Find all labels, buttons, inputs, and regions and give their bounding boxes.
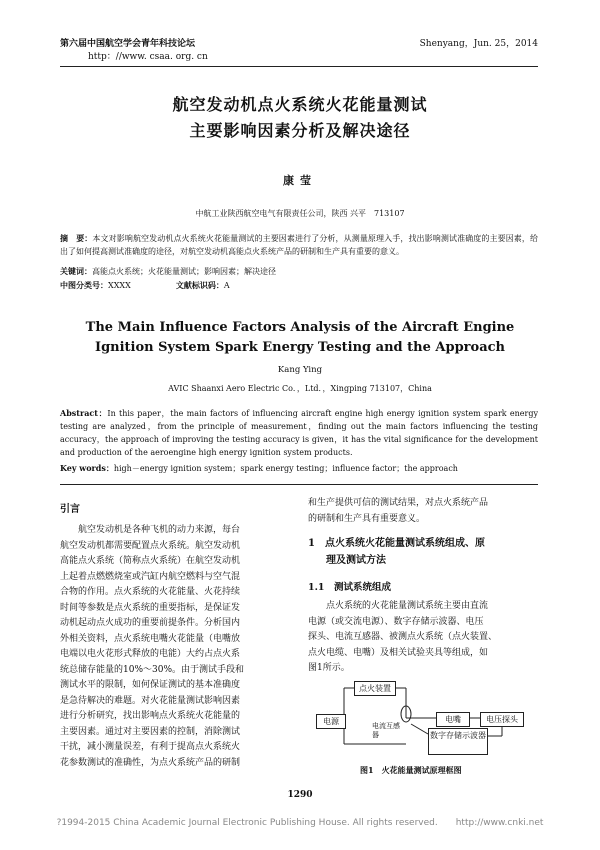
section-1-heading: [308, 535, 540, 569]
title-en-line-1: The Main Influence Factors Analysis of the Aircraft Engine: [85, 320, 515, 335]
journal-url[interactable]: http：//www. csaa. org. cn: [88, 52, 208, 62]
box-voltage-probe: 电压探头: [480, 712, 524, 727]
keywords-en-label: Key words：: [60, 463, 114, 473]
intro-line: 电端以电火花形式释放的电能）大约占点火系: [60, 649, 241, 659]
box-igniter: 点火装置: [354, 681, 396, 696]
author-en: Kang Ying: [277, 365, 323, 375]
affiliation-cn: 中航工业陕西航空电气有限责任公司，陕西 兴平 713107: [195, 209, 405, 218]
intro-line: 动机起动点火成功的重要前提条件。分析国内: [60, 618, 241, 628]
intro-line: 测试水平的限制，如何保证测试的基本准确度: [60, 680, 241, 690]
sec11-line: 探头、电流互感器、被测点火系统（点火装置、: [308, 632, 498, 642]
keywords-en-text: high－energy ignition system；spark energy testing；influence factor；the approach: [113, 464, 458, 473]
abstract-cn-text: 本文对影响航空发动机点火系统火花能量测试的主要因素进行了分析，从测量原理入手，找出影响测试准确度的主要因素，给出了如何提高测试准确度的途径，对航空发动机高能点火系统产品的研制和生产具有重要的意义。: [60, 234, 539, 256]
section-1-heading-line-2: 理及测试方法: [326, 555, 386, 566]
location-date: Shenyang，Jun. 25，2014: [419, 39, 538, 49]
clc-label: 中图分类号：: [60, 280, 108, 290]
keywords-en: [60, 462, 538, 475]
affiliation-en: AVIC Shaanxi Aero Electric Co．，Ltd．，Xingping 713107，China: [168, 384, 432, 393]
right-column: [308, 496, 540, 677]
page-number: 1290: [287, 790, 313, 800]
intro-paragraph: [60, 523, 290, 771]
intro-line: 是急待解决的难题。对火花能量测试影响因素: [60, 695, 241, 706]
abstract-en-label: Abstract：: [60, 408, 108, 418]
abstract-rule: [60, 484, 538, 485]
figure-1-diagram: [316, 684, 540, 762]
intro-heading: 引言: [60, 504, 80, 515]
doc-code-value: A: [223, 281, 230, 290]
abstract-en-text: In this paper，the main factors of influencing aircraft engine high energy ignition system spark energy testing are analyzed，from the principle of measurement，finding out the main factors influencing the testing accuracy，the approach of improving the testing accuracy is given，it has the vital significance for the development and production of the aeroengine high energy ignition system products.: [60, 409, 539, 457]
intro-line: 主要因素。通过对主要因素的控制，消除测试: [60, 726, 241, 737]
intro-cont-line: 的研制和生产具有重要意义。: [308, 513, 426, 524]
label-current-transformer: 电流互感器: [372, 722, 400, 739]
copyright-line: ?1994-2015 China Academic Journal Electronic Publishing House. All rights reserved. http://www.cnki.net: [56, 818, 544, 828]
conference-name: 第六届中国航空学会青年科技论坛: [60, 39, 196, 49]
intro-line: 进行分析研究，找出影响点火系统火花能量的: [60, 711, 241, 721]
header-rule: [60, 66, 538, 67]
clc-value: XXXX: [108, 281, 131, 290]
sec11-line: 点火系统的火花能量测试系统主要由直流: [308, 601, 489, 611]
abstract-en: [60, 407, 538, 459]
title-en: [0, 318, 600, 358]
section-1-1-paragraph: [308, 599, 540, 677]
sec11-line: 点火电缆、电嘴）及相关试验夹具等组成，如: [308, 647, 489, 658]
intro-line: 航空发动机是各种飞机的动力来源，每台: [60, 525, 241, 535]
title-cn-line-1: 航空发动机点火系统火花能量测试: [172, 95, 428, 114]
classification-line: [60, 279, 538, 292]
section-1-1-heading: 1.1 测试系统组成: [308, 582, 392, 593]
intro-line: 干扰，减小测量误差，有利于提高点火系统火: [60, 742, 241, 752]
keywords-cn: [60, 265, 538, 278]
sec11-line: 图1所示。: [308, 663, 350, 673]
intro-line: 高能点火系统（简称点火系统）在航空发动机: [60, 556, 241, 566]
running-header-left: [60, 38, 208, 64]
keywords-cn-text: 高能点火系统；火花能量测试；影响因素；解决途径: [92, 267, 276, 276]
intro-continuation: [308, 496, 540, 527]
intro-line: 上起着点燃燃烧室或汽缸内航空燃料与空气混: [60, 571, 241, 582]
box-spark-plug: 电嘴: [436, 712, 470, 727]
intro-cont-line: 和生产提供可信的测试结果，对点火系统产品: [308, 498, 489, 508]
abstract-cn-label: 摘 要：: [60, 233, 93, 243]
intro-line: 花参数测试的准确性，为点火系统产品的研制: [60, 757, 241, 768]
intro-line: 时间等参数是点火系统的重要指标，是保证发: [60, 602, 241, 613]
figure-1-caption: 图1 火花能量测试原理框图: [360, 765, 462, 775]
sec11-line: 电源（或交流电源）、数字存储示波器、电压: [308, 616, 484, 627]
intro-line: 外相关资料，点火系统电嘴火花能量（电嘴放: [60, 633, 241, 644]
intro-line: 合物的作用。点火系统的火花能量、火花持续: [60, 587, 241, 597]
title-en-line-2: Ignition System Spark Energy Testing and the Approach: [94, 340, 505, 355]
author-cn: 康莹: [283, 174, 317, 187]
intro-line: 统总储存能量的10%～30%。由于测试手段和: [60, 664, 245, 675]
title-cn-line-2: 主要影响因素分析及解决途径: [189, 121, 411, 140]
intro-line: 航空发动机都需要配置点火系统。航空发动机: [60, 540, 241, 551]
doc-code-label: 文献标识码：: [175, 280, 224, 290]
left-column: [60, 500, 290, 771]
box-power: 电源: [316, 714, 346, 729]
keywords-cn-label: 关键词：: [60, 266, 92, 276]
abstract-cn: [60, 232, 538, 258]
section-1-heading-line-1: 1 点火系统火花能量测试系统组成、原: [308, 538, 485, 549]
title-cn: [0, 92, 600, 144]
box-oscilloscope: 数字存储示波器: [428, 728, 488, 755]
